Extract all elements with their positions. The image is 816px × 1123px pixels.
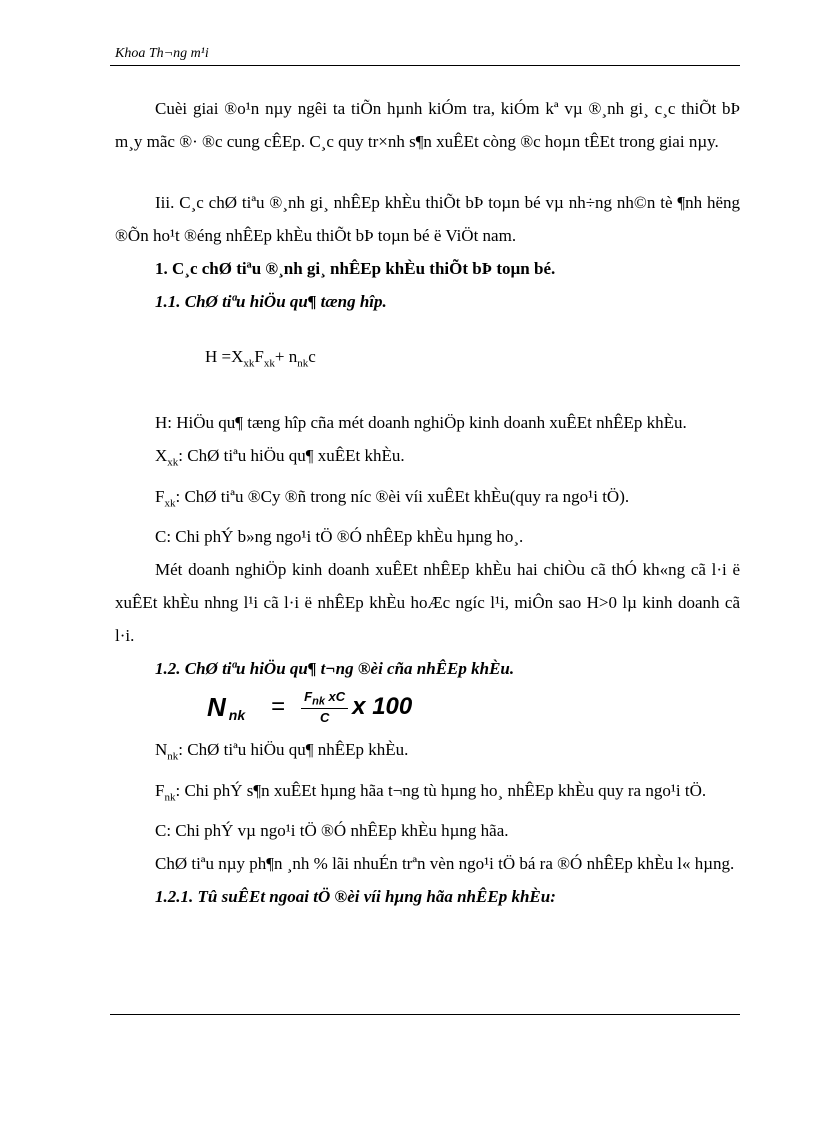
definition-x: $X_{xk}$: ChØ tiªu hiÖu qu¶ xuÊEt khÈu. — [155, 446, 405, 469]
definition-fnk: $F_{nk}$: Chi phÝ s¶n xuÊEt hµng hãa t¬ng tù hµng ho¸ nhÊEp khÈu quy ra ngo¹i tÖ. — [155, 780, 707, 803]
paragraph-profit: Mét doanh nghiÖp kinh doanh xuÊEt nhÊEp khÈu hai chiÒu cã thÓ kh«ng cã l·i ë xuÊEt khÈu nhng l¹i cã l·i ë nhÊEp khÈu hoÆc ngíc l¹i, miÔn sao H>0 lµ kinh doanh cã l·i. — [115, 560, 740, 646]
formula-nnk: N nk = $\frac{F_{nk} xC}{C}$ x 100 — [207, 688, 413, 726]
formula-fraction: $\frac{F_{nk} xC}{C}$ — [301, 689, 348, 726]
definition-c-2: C: Chi phÝ vµ ngo¹i tÖ ®Ó nhÊEp khÈu hµng hãa. — [155, 820, 509, 840]
heading-1: 1. C¸c chØ tiªu ®¸nh gi¸ nhÊEp khÈu thiÕt bÞ toµn bé. — [155, 259, 556, 278]
definition-h: H: HiÖu qu¶ tæng hîp cña mét doanh nghiÖp kinh doanh xuÊEt nhÊEp khÈu. — [155, 413, 687, 433]
heading-1-2: 1.2. ChØ tiªu hiÖu qu¶ t¬ng ®èi cña nhÊEp khÈu. — [155, 659, 515, 679]
definition-c: C: Chi phÝ b»ng ngo¹i tÖ ®Ó nhÊEp khÈu hµng ho¸. — [155, 527, 524, 547]
document-body — [115, 92, 740, 913]
heading-1-1: 1.1. ChØ tiªu hiÖu qu¶ tæng hîp. — [155, 292, 387, 311]
header-rule — [110, 65, 740, 66]
definition-nnk: $N_{nk}$: ChØ tiªu hiÖu qu¶ nhÊEp khÈu. — [155, 740, 409, 763]
paragraph-ratio: ChØ tiªu nµy ph¶n ¸nh % lãi nhuÉn trªn vèn ngo¹i tÖ bá ra ®Ó nhÊEp khÈu l« hµng. — [155, 853, 735, 873]
formula-h: $H =X_{xk}F_{xk}+ n_{nk}c$ — [205, 347, 316, 370]
section-iii-title: Iii. C¸c chØ tiªu ®¸nh gi¸ nhÊEp khÈu thiÕt bÞ toµn bé vµ nh÷ng nh©n tè ¶nh hëng ®Õn ho¹t ®éng nhÊEp khÈu thiÕt bÞ toµn bé ë ViÖt nam. — [115, 193, 740, 245]
definition-f: $F_{xk}$: ChØ tiªu ®Cy ®ñ trong níc ®èi víi xuÊEt khÈu(quy ra ngo¹i tÖ). — [155, 486, 630, 510]
paragraph-intro: Cuèi giai ®o¹n nµy ngêi ta tiÕn hµnh kiÓm tra, kiÓm kª vµ ®¸nh gi¸ c¸c thiÕt bÞ m¸y mãc ®· ®c cung cÊEp. C¸c quy tr×nh s¶n xuÊEt còng ®c hoµn tÊEt trong giai nµy. — [115, 99, 740, 151]
page-header: Khoa Th¬ng m¹i — [115, 46, 209, 61]
footer-rule — [110, 1014, 740, 1015]
heading-1-2-1: 1.2.1. Tû suÊEt ngoai tÖ ®èi víi hµng hãa nhÊEp khÈu: — [155, 886, 556, 906]
